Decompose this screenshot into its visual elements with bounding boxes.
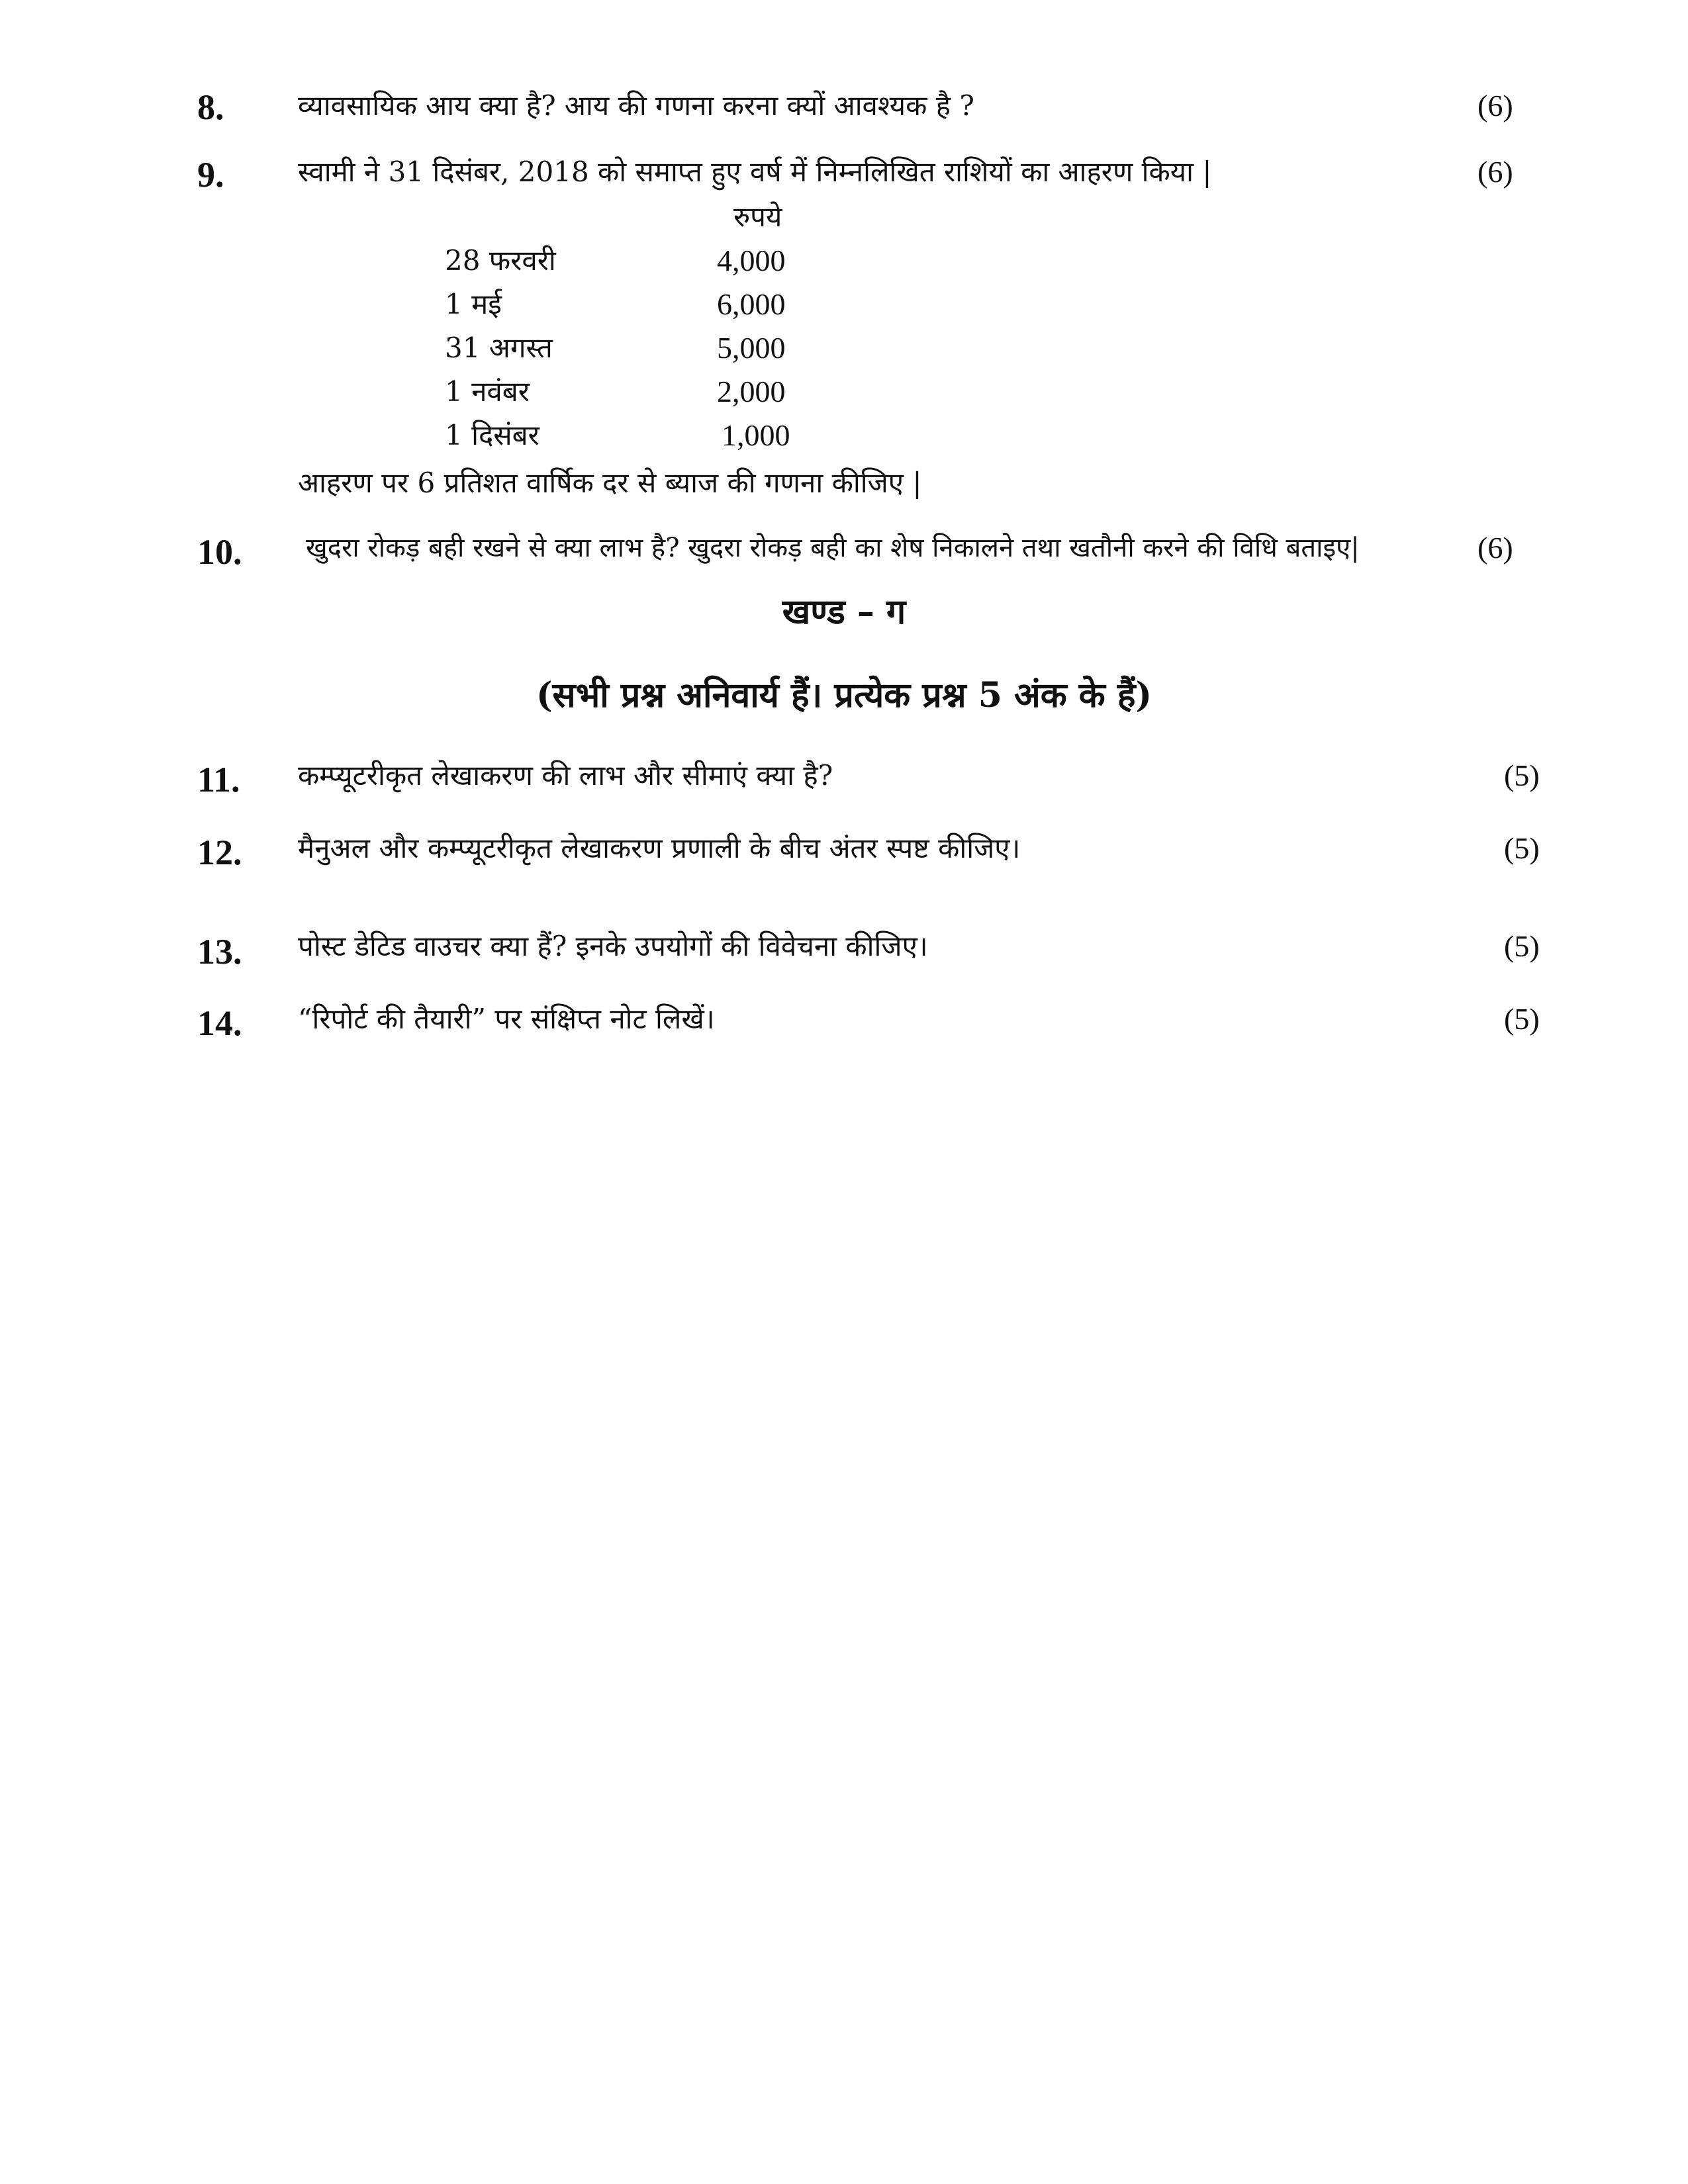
table-cell-date: 31 अगस्त (445, 332, 553, 364)
question-number: 14. (197, 1003, 242, 1043)
table-header-currency: रुपये (733, 201, 782, 233)
question-text: स्वामी ने 31 दिसंबर, 2018 को समाप्त हुए वर्ष में निम्नलिखित राशियों का आहरण किया | (298, 156, 1212, 188)
question-number: 13. (197, 932, 242, 972)
table-cell-date: 1 मई (445, 288, 502, 320)
table-cell-amount: 5,000 (717, 331, 786, 365)
section-instruction: (सभी प्रश्न अनिवार्य हैं। प्रत्येक प्रश्न 5 अंक के हैं) (536, 675, 1152, 715)
question-text: मैनुअल और कम्प्यूटरीकृत लेखाकरण प्रणाली के बीच अंतर स्पष्ट कीजिए। (298, 832, 1021, 864)
section-title: खण्ड – ग (782, 592, 906, 632)
question-marks: (5) (1504, 831, 1540, 865)
question-text: “रिपोर्ट की तैयारी” पर संक्षिप्त नोट लिखें। (298, 1003, 715, 1035)
table-cell-amount: 1,000 (722, 418, 790, 452)
question-number: 8. (197, 87, 224, 127)
question-marks: (5) (1504, 758, 1540, 792)
table-footer-instruction: आहरण पर 6 प्रतिशत वार्षिक दर से ब्याज की गणना कीजिए | (298, 467, 922, 499)
question-marks: (6) (1477, 155, 1513, 189)
question-number: 11. (197, 760, 240, 799)
table-cell-amount: 4,000 (717, 244, 786, 277)
question-marks: (5) (1504, 929, 1540, 963)
question-marks: (6) (1477, 89, 1513, 122)
question-text: कम्प्यूटरीकृत लेखाकरण की लाभ और सीमाएं क्या है? (298, 759, 833, 792)
question-number: 9. (197, 155, 224, 195)
question-text: व्यावसायिक आय क्या है? आय की गणना करना क्यों आवश्यक है ? (298, 89, 974, 122)
table-cell-amount: 2,000 (717, 375, 786, 408)
question-marks: (6) (1477, 531, 1513, 565)
question-marks: (5) (1504, 1002, 1540, 1036)
question-text: पोस्ट डेटिड वाउचर क्या हैं? इनके उपयोगों की विवेचना कीजिए। (298, 930, 928, 962)
question-number: 10. (197, 532, 242, 572)
table-cell-amount: 6,000 (717, 287, 786, 321)
table-cell-date: 28 फरवरी (445, 244, 556, 277)
table-cell-date: 1 नवंबर (445, 375, 530, 408)
question-text: खुदरा रोकड़ बही रखने से क्या लाभ है? खुदरा रोकड़ बही का शेष निकालने तथा खतौनी करने की विधि बताइए| (306, 533, 1360, 563)
question-number: 12. (197, 833, 242, 872)
table-cell-date: 1 दिसंबर (445, 419, 539, 451)
